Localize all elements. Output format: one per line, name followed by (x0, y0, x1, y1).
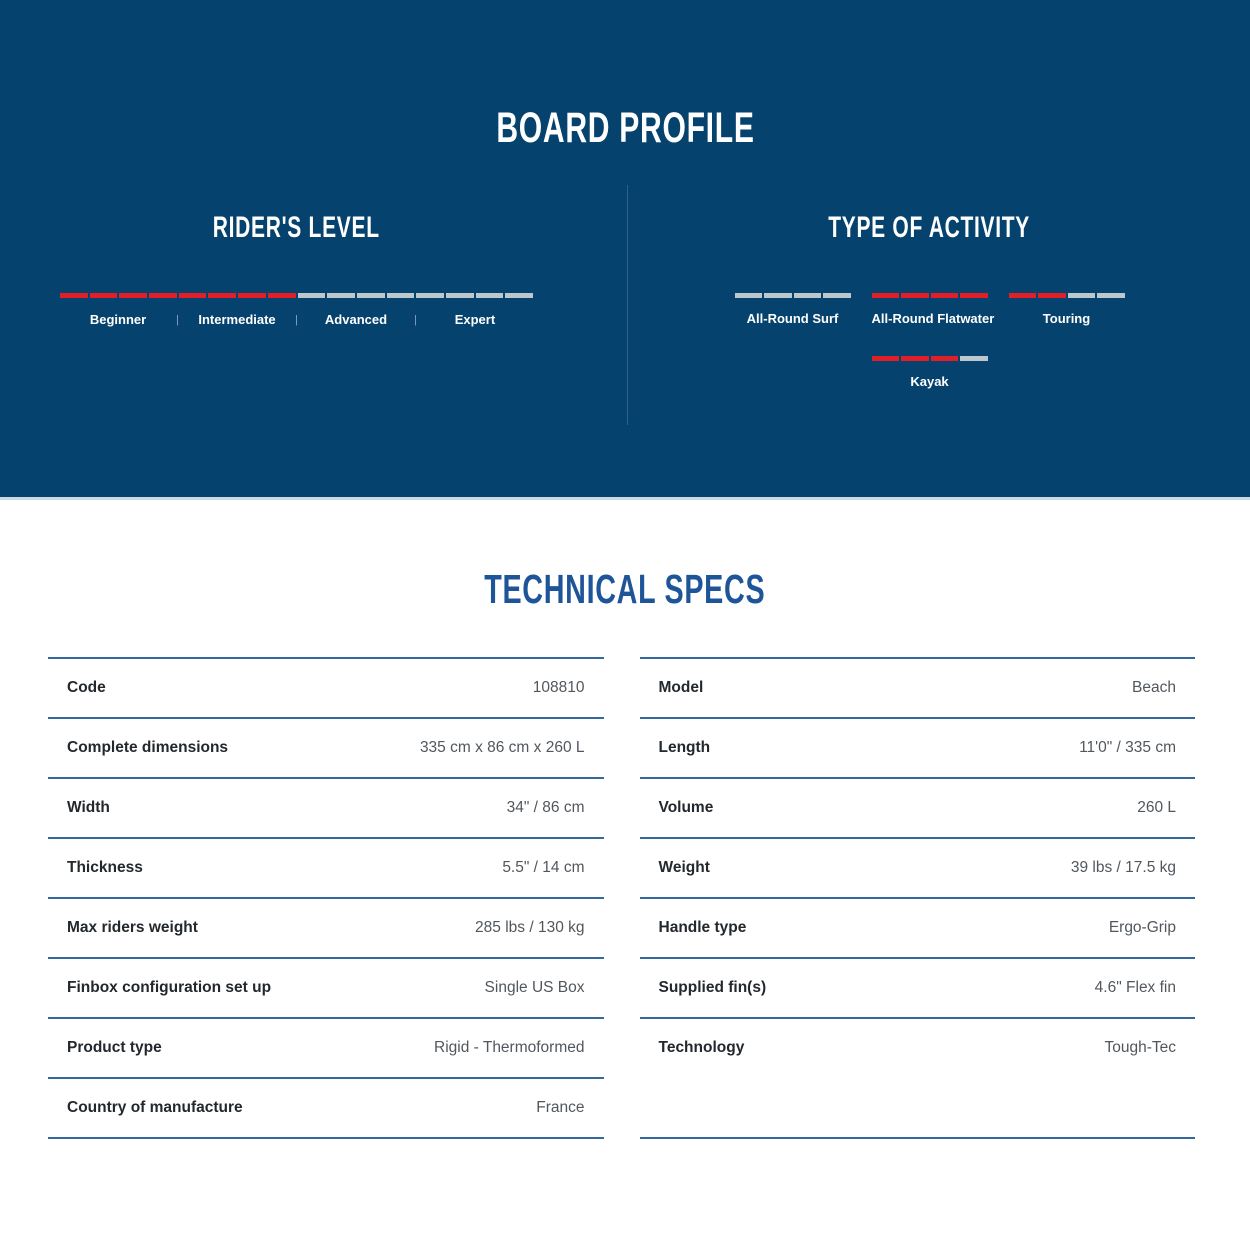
spec-value: Tough-Tec (1104, 1039, 1176, 1056)
meter-segment-empty (298, 293, 326, 298)
spec-row (640, 1017, 1196, 1077)
spec-row (640, 897, 1196, 957)
spec-row (48, 957, 604, 1017)
spec-value: 108810 (532, 679, 585, 696)
spec-row (48, 897, 604, 957)
meter-segment-empty (764, 293, 792, 298)
meter-segment-filled (1038, 293, 1066, 298)
riders-level-column (0, 211, 627, 389)
spec-value: Rigid - Thermoformed (434, 1039, 585, 1056)
spec-row (48, 717, 604, 777)
meter-segment-filled (872, 293, 900, 298)
activity-title: TYPE OF ACTIVITY (828, 211, 1031, 244)
spec-value: 260 L (1137, 799, 1176, 816)
spec-label: Volume (658, 799, 714, 816)
hero-columns (0, 211, 1250, 389)
meter-segment-filled (268, 293, 296, 298)
activity-label: Kayak (910, 374, 949, 389)
meter-segment-empty (416, 293, 444, 298)
meter-segment-filled (960, 293, 988, 298)
meter-segment-filled (90, 293, 118, 298)
riders-level-meter (60, 293, 533, 298)
activity-group (1009, 293, 1125, 326)
hero-column-divider (627, 185, 628, 425)
rider-level-label: Expert (454, 312, 496, 327)
spec-value: 5.5" / 14 cm (502, 859, 585, 876)
meter-segment-filled (179, 293, 207, 298)
spec-value: 34" / 86 cm (506, 799, 585, 816)
meter-segment-empty (960, 356, 988, 361)
meter-segment-empty (1068, 293, 1096, 298)
meter-segment-filled (60, 293, 88, 298)
spec-label: Length (658, 739, 711, 756)
spec-value: Single US Box (484, 979, 585, 996)
spec-label: Technology (658, 1039, 745, 1056)
activity-meter (735, 293, 851, 298)
spec-value: 11'0" / 335 cm (1079, 739, 1176, 756)
riders-level-labels (60, 312, 533, 327)
activity-meter (872, 293, 988, 298)
activity-group (735, 293, 851, 326)
activity-meter (872, 356, 988, 361)
spec-label: Handle type (658, 919, 747, 936)
spec-table-right (640, 657, 1196, 1139)
meter-segment-empty (446, 293, 474, 298)
spec-label: Max riders weight (67, 919, 198, 936)
spec-label: Finbox configuration set up (67, 979, 272, 996)
meter-segment-filled (872, 356, 900, 361)
activity-group (871, 293, 995, 326)
spec-row (640, 777, 1196, 837)
level-separator: | (176, 313, 179, 326)
meter-segment-filled (238, 293, 266, 298)
meter-segment-filled (119, 293, 147, 298)
spec-label: Complete dimensions (67, 739, 229, 756)
activity-column (627, 211, 1250, 389)
rider-level-label: Advanced (324, 312, 388, 327)
level-separator: | (414, 313, 417, 326)
activity-label: All-Round Flatwater (871, 311, 995, 326)
spec-label: Product type (67, 1039, 162, 1056)
spec-table-left (48, 657, 604, 1139)
activity-group (872, 356, 988, 389)
spec-value: 39 lbs / 17.5 kg (1070, 859, 1176, 876)
meter-segment-filled (901, 293, 929, 298)
spec-row (48, 657, 604, 717)
spec-row (640, 837, 1196, 897)
spec-row (48, 777, 604, 837)
activity-meter (1009, 293, 1125, 298)
spec-label: Supplied fin(s) (658, 979, 767, 996)
meter-segment-filled (931, 356, 959, 361)
technical-specs-section (0, 500, 1250, 1139)
meter-segment-empty (794, 293, 822, 298)
meter-segment-filled (1009, 293, 1037, 298)
activity-label: All-Round Surf (746, 311, 839, 326)
spec-row (48, 1017, 604, 1077)
spec-label: Model (658, 679, 704, 696)
meter-segment-filled (931, 293, 959, 298)
spec-value: Ergo-Grip (1108, 919, 1176, 936)
rider-level-label: Beginner (89, 312, 147, 327)
activity-row-2 (713, 356, 1146, 389)
meter-segment-empty (1097, 293, 1125, 298)
meter-segment-empty (387, 293, 415, 298)
activity-row-1 (713, 293, 1146, 326)
spec-row (640, 957, 1196, 1017)
activity-meters (713, 293, 1146, 389)
spec-row (48, 1077, 604, 1137)
spec-label: Code (67, 679, 106, 696)
spec-label: Thickness (67, 859, 143, 876)
spec-value: 335 cm x 86 cm x 260 L (419, 739, 585, 756)
spec-row (640, 717, 1196, 777)
board-profile-section (0, 0, 1250, 500)
meter-segment-empty (823, 293, 851, 298)
meter-segment-empty (327, 293, 355, 298)
spec-value: 4.6" Flex fin (1094, 979, 1176, 996)
riders-level-title: RIDER'S LEVEL (213, 211, 380, 244)
spec-label: Width (67, 799, 110, 816)
activity-label: Touring (1042, 311, 1091, 326)
meter-segment-filled (901, 356, 929, 361)
spec-value: Beach (1132, 679, 1176, 696)
spec-tables (48, 657, 1195, 1139)
board-profile-title: BOARD PROFILE (495, 104, 755, 152)
spec-value: France (536, 1099, 585, 1116)
technical-specs-title: TECHNICAL SPECS (484, 566, 766, 612)
spec-row (48, 837, 604, 897)
spec-row (640, 657, 1196, 717)
meter-segment-empty (735, 293, 763, 298)
spec-value: 285 lbs / 130 kg (475, 919, 585, 936)
meter-segment-filled (208, 293, 236, 298)
meter-segment-empty (476, 293, 504, 298)
meter-segment-empty (505, 293, 533, 298)
meter-segment-filled (149, 293, 177, 298)
meter-segment-empty (357, 293, 385, 298)
level-separator: | (295, 313, 298, 326)
spec-label: Weight (658, 859, 710, 876)
spec-label: Country of manufacture (67, 1099, 243, 1116)
rider-level-label: Intermediate (198, 312, 276, 327)
